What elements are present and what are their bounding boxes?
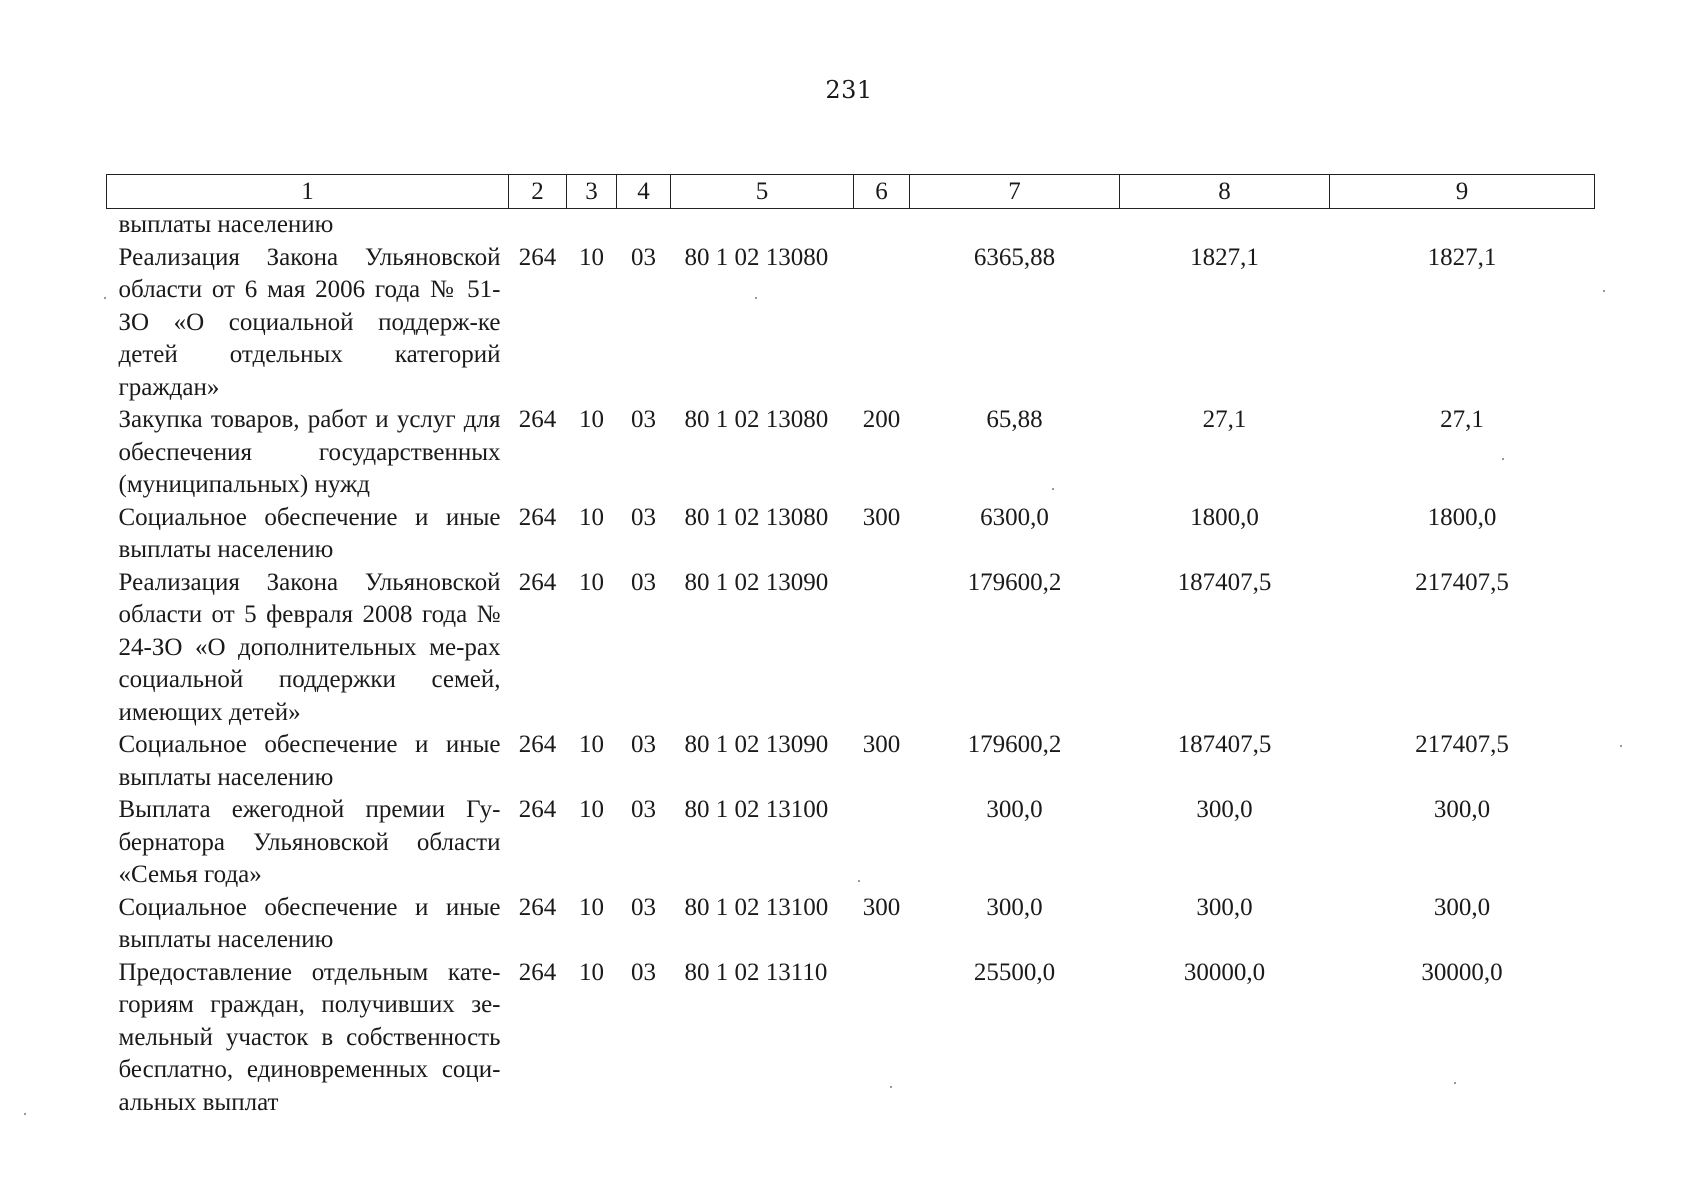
- row-col-6: [854, 242, 910, 405]
- row-description: Реализация Закона Ульяновской области от 6 мая 2006 года № 51-ЗО «О социальной поддерж-ке детей отдельных категорий граждан»: [118, 243, 501, 401]
- continued-row: [107, 209, 1595, 242]
- row-col-3: 10: [579, 406, 604, 433]
- row-col-3: 10: [579, 568, 604, 596]
- header-col-8: 8: [1120, 175, 1330, 209]
- row-col-7: 25500,0: [973, 958, 1056, 986]
- scan-speck: [24, 1113, 26, 1115]
- row-col-9: 30000,0: [1421, 958, 1503, 986]
- scan-speck: [1603, 290, 1605, 292]
- table-header: [107, 175, 1595, 209]
- table-row: [107, 567, 1595, 730]
- row-col-3: 10: [579, 731, 604, 758]
- row-col-8: 30000,0: [1183, 958, 1266, 986]
- row-col-2: 264: [518, 503, 557, 531]
- row-col-6: 300: [862, 893, 901, 921]
- header-row: [107, 175, 1595, 209]
- scan-speck: [890, 1086, 892, 1088]
- scan-speck: [1620, 745, 1622, 747]
- scan-speck: [858, 880, 860, 882]
- table-row: [107, 242, 1595, 405]
- scan-speck: [1454, 1082, 1456, 1084]
- row-col-2: 264: [518, 568, 557, 596]
- table-row: [107, 892, 1595, 957]
- table-row: [107, 502, 1595, 567]
- row-col-5: 80 1 02 13080: [684, 503, 829, 531]
- row-col-5: 80 1 02 13100: [684, 796, 829, 823]
- row-col-2: 264: [518, 893, 557, 921]
- row-col-2: 264: [518, 796, 557, 823]
- row-col-4: 03: [631, 893, 656, 921]
- table-body: [107, 209, 1595, 1120]
- budget-table: [106, 174, 1595, 1119]
- continued-text: выплаты населению: [118, 211, 334, 238]
- row-col-3: 10: [579, 796, 604, 823]
- row-col-2: 264: [518, 406, 557, 433]
- row-col-7: 300,0: [986, 893, 1043, 921]
- row-col-8: 1827,1: [1190, 243, 1259, 271]
- row-col-3: 10: [579, 243, 604, 271]
- header-col-3: 3: [567, 175, 617, 209]
- row-col-7: 6300,0: [980, 503, 1049, 531]
- row-col-4: 03: [631, 958, 656, 986]
- row-description: Социальное обеспечение и иные выплаты населению: [118, 503, 501, 563]
- row-col-6: [854, 957, 910, 1120]
- row-col-5: 80 1 02 13080: [684, 406, 829, 433]
- scan-speck: [755, 297, 757, 299]
- row-col-4: 03: [631, 796, 656, 823]
- row-col-4: 03: [631, 568, 656, 596]
- header-col-1: 1: [107, 175, 509, 209]
- row-col-7: 6365,88: [973, 243, 1056, 271]
- row-col-5: 80 1 02 13090: [684, 731, 829, 758]
- row-col-4: 03: [631, 406, 656, 433]
- row-col-8: 300,0: [1196, 893, 1253, 921]
- row-col-6: [854, 794, 910, 892]
- row-col-7: 179600,2: [967, 731, 1062, 758]
- row-description: Выплата ежегодной премии Гу-бернатора Ульяновской области «Семья года»: [118, 796, 501, 888]
- row-col-6: [854, 567, 910, 730]
- table-row: [107, 957, 1595, 1120]
- row-col-5: 80 1 02 13100: [684, 893, 829, 921]
- header-col-9: 9: [1330, 175, 1595, 209]
- row-col-4: 03: [631, 503, 656, 531]
- row-col-3: 10: [579, 893, 604, 921]
- row-col-6: 200: [862, 406, 901, 433]
- header-col-2: 2: [509, 175, 567, 209]
- row-col-6: 300: [862, 503, 901, 531]
- row-col-9: 217407,5: [1415, 568, 1509, 596]
- row-col-5: 80 1 02 13090: [684, 568, 829, 596]
- row-col-3: 10: [579, 503, 604, 531]
- header-col-6: 6: [854, 175, 910, 209]
- row-col-2: 264: [518, 731, 557, 758]
- header-col-4: 4: [617, 175, 671, 209]
- row-col-9: 300,0: [1433, 893, 1491, 921]
- row-col-9: 1827,1: [1427, 243, 1497, 271]
- page-number: 231: [825, 76, 873, 104]
- row-col-9: 27,1: [1440, 406, 1484, 433]
- row-col-8: 187407,5: [1177, 568, 1272, 596]
- row-col-8: 300,0: [1196, 796, 1253, 823]
- table-row: [107, 794, 1595, 892]
- row-col-7: 300,0: [986, 796, 1043, 823]
- row-col-9: 300,0: [1433, 796, 1491, 823]
- row-description: Социальное обеспечение и иные выплаты населению: [118, 731, 501, 791]
- row-col-8: 27,1: [1202, 406, 1247, 433]
- row-col-5: 80 1 02 13110: [684, 958, 828, 986]
- row-col-8: 1800,0: [1190, 503, 1259, 531]
- row-col-9: 217407,5: [1415, 731, 1509, 758]
- row-col-3: 10: [579, 958, 604, 986]
- row-description: Социальное обеспечение и иные выплаты населению: [118, 893, 501, 953]
- row-description: Закупка товаров, работ и услуг для обеспечения государственных (муниципальных) нужд: [118, 406, 501, 498]
- row-col-2: 264: [518, 243, 557, 271]
- scan-speck: [1052, 488, 1054, 490]
- table-row: [107, 729, 1595, 794]
- row-col-7: 65,88: [986, 406, 1043, 433]
- scan-speck: [104, 297, 106, 299]
- table-row: [107, 404, 1595, 502]
- row-col-7: 179600,2: [967, 568, 1062, 596]
- row-col-8: 187407,5: [1177, 731, 1272, 758]
- header-col-5: 5: [671, 175, 854, 209]
- row-col-9: 1800,0: [1427, 503, 1497, 531]
- row-col-2: 264: [518, 958, 557, 986]
- row-col-5: 80 1 02 13080: [684, 243, 829, 271]
- row-col-4: 03: [631, 243, 656, 271]
- row-description: Реализация Закона Ульяновской области от 5 февраля 2008 года № 24-ЗО «О дополнительных ме-рах социальной поддержки семей, имеющих детей»: [118, 568, 501, 726]
- row-col-6: 300: [862, 731, 901, 758]
- scan-speck: [1502, 458, 1504, 460]
- header-col-7: 7: [910, 175, 1120, 209]
- row-description: Предоставление отдельным кате-гориям граждан, получивших зе-мельный участок в собственность бесплатно, единовременных соци-альных выплат: [118, 958, 501, 1116]
- row-col-4: 03: [631, 731, 656, 758]
